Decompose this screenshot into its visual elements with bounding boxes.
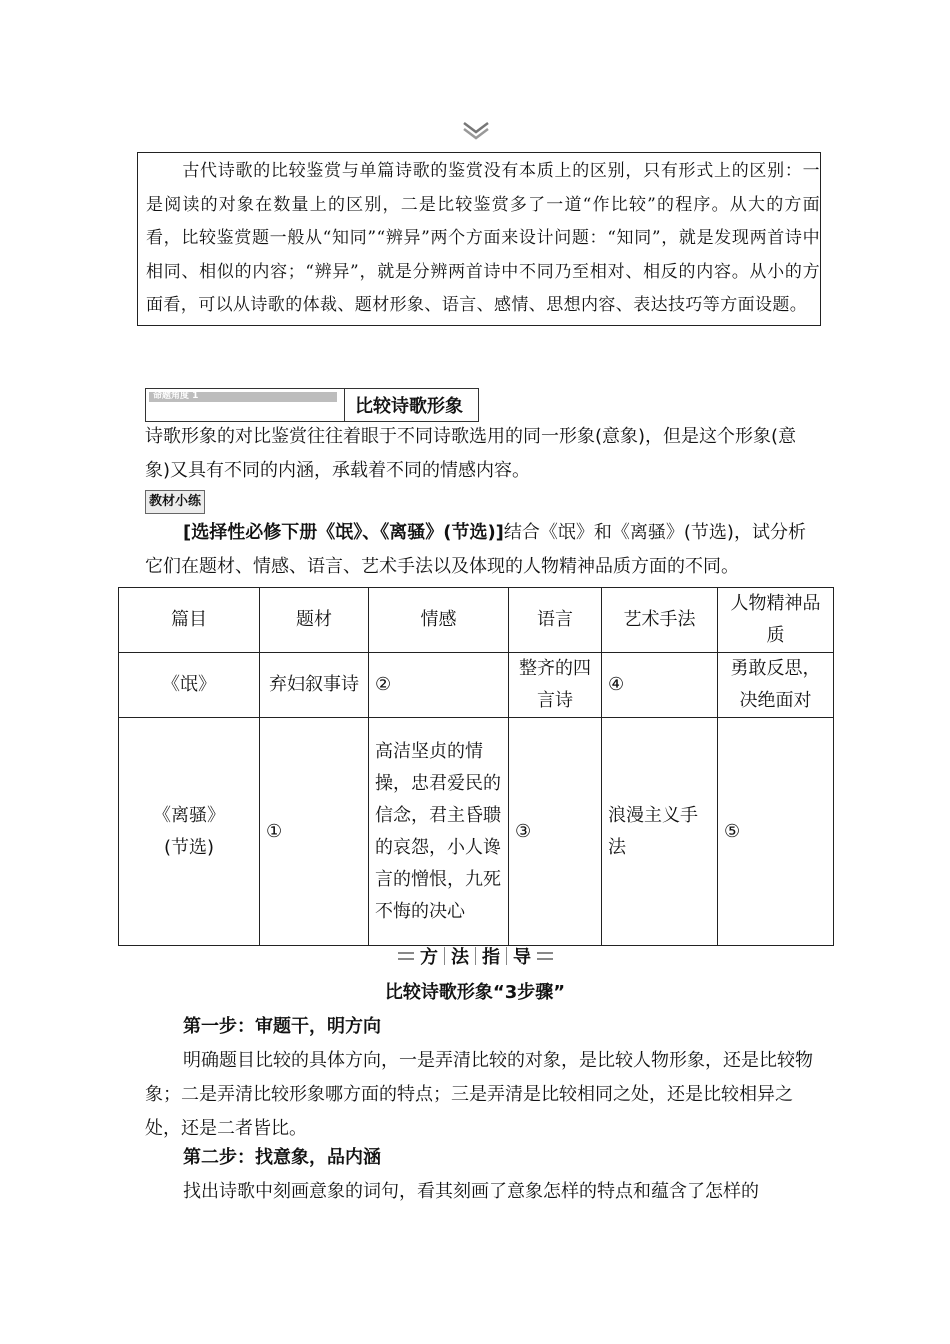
table-header: 题材 xyxy=(260,588,369,653)
table-row xyxy=(119,718,834,946)
paragraph-intro-text: 诗歌形象的对比鉴赏往往着眼于不同诗歌选用的同一形象(意象)，但是这个形象(意象)又具有不同的内涵，承载着不同的情感内容。 xyxy=(145,426,797,481)
table-cell: ① xyxy=(260,718,369,946)
step1-text-content: 明确题目比较的具体方向，一是弄清比较的对象，是比较人物形象，还是比较物象；二是弄清比较形象哪方面的特点；三是弄清是比较相同之处，还是比较相异之处，还是二者皆比。 xyxy=(145,1050,813,1139)
step2-title: 第二步：找意象，品内涵 xyxy=(183,1147,381,1168)
exercise-source: [选择性必修下册《氓》、《离骚》(节选)] xyxy=(183,522,504,543)
table-cell: 高洁坚贞的情操，忠君爱民的信念，君主昏聩的哀怨，小人谗言的憎恨，九死不悔的决心 xyxy=(369,718,509,946)
method-char: 导 xyxy=(513,947,531,968)
table-cell: ③ xyxy=(509,718,602,946)
section-tag-label: 命题角度 1 xyxy=(153,391,199,401)
table-cell: 整齐的四言诗 xyxy=(509,653,602,718)
exercise-question xyxy=(145,516,813,584)
table-cell: 勇敢反思，决绝面对 xyxy=(718,653,834,718)
table-cell: ② xyxy=(369,653,509,718)
chevron-down-icon xyxy=(462,120,490,140)
section-title: 比较诗歌形象 xyxy=(355,396,463,417)
step1-text xyxy=(145,1044,813,1146)
method-char: 指 xyxy=(482,947,500,968)
exercise-tag: 教材小练 xyxy=(145,490,205,514)
paragraph-intro xyxy=(145,420,813,488)
step1-title: 第一步：审题干，明方向 xyxy=(183,1016,381,1037)
method-char: 方 xyxy=(420,947,438,968)
section-header xyxy=(145,388,479,422)
table-cell: ⑤ xyxy=(718,718,834,946)
table-cell: 弃妇叙事诗 xyxy=(260,653,369,718)
step2-text-content: 找出诗歌中刻画意象的词句，看其刻画了意象怎样的特点和蕴含了怎样的 xyxy=(183,1181,759,1202)
method-char: 法 xyxy=(451,947,469,968)
table-header: 篇目 xyxy=(119,588,260,653)
table-cell: ④ xyxy=(602,653,718,718)
table-row xyxy=(119,653,834,718)
table-header: 艺术手法 xyxy=(602,588,718,653)
table-header: 人物精神品质 xyxy=(718,588,834,653)
comparison-table xyxy=(118,587,834,946)
table-header: 语言 xyxy=(509,588,602,653)
table-cell: 浪漫主义手法 xyxy=(602,718,718,946)
intro-text: 古代诗歌的比较鉴赏与单篇诗歌的鉴赏没有本质上的区别，只有形式上的区别：一是阅读的对象在数量上的区别，二是比较鉴赏多了一道“作比较”的程序。从大的方面看，比较鉴赏题一般从“知同”“辨异”两个方面来设计问题：“知同”，就是发现两首诗中相同、相似的内容；“辨异”，就是分辨两首诗中不同乃至相对、相反的内容。从小的方面看，可以从诗歌的体裁、题材形象、语言、感情、思想内容、表达技巧等方面设题。 xyxy=(146,161,820,315)
step2-text xyxy=(145,1175,813,1209)
intro-box xyxy=(137,152,821,326)
method-title: 比较诗歌形象“3步骤” xyxy=(384,982,566,1003)
table-cell: 《离骚》(节选) xyxy=(119,718,260,946)
method-guide-banner xyxy=(398,943,553,969)
table-header-row xyxy=(119,588,834,653)
section-tag xyxy=(146,389,345,421)
exercise-question-text: 结合《氓》和《离骚》(节选)，试分析它们在题材、情感、语言、艺术手法以及体现的人物精神品质方面的不同。 xyxy=(145,522,806,577)
table-cell: 《氓》 xyxy=(119,653,260,718)
table-header: 情感 xyxy=(369,588,509,653)
